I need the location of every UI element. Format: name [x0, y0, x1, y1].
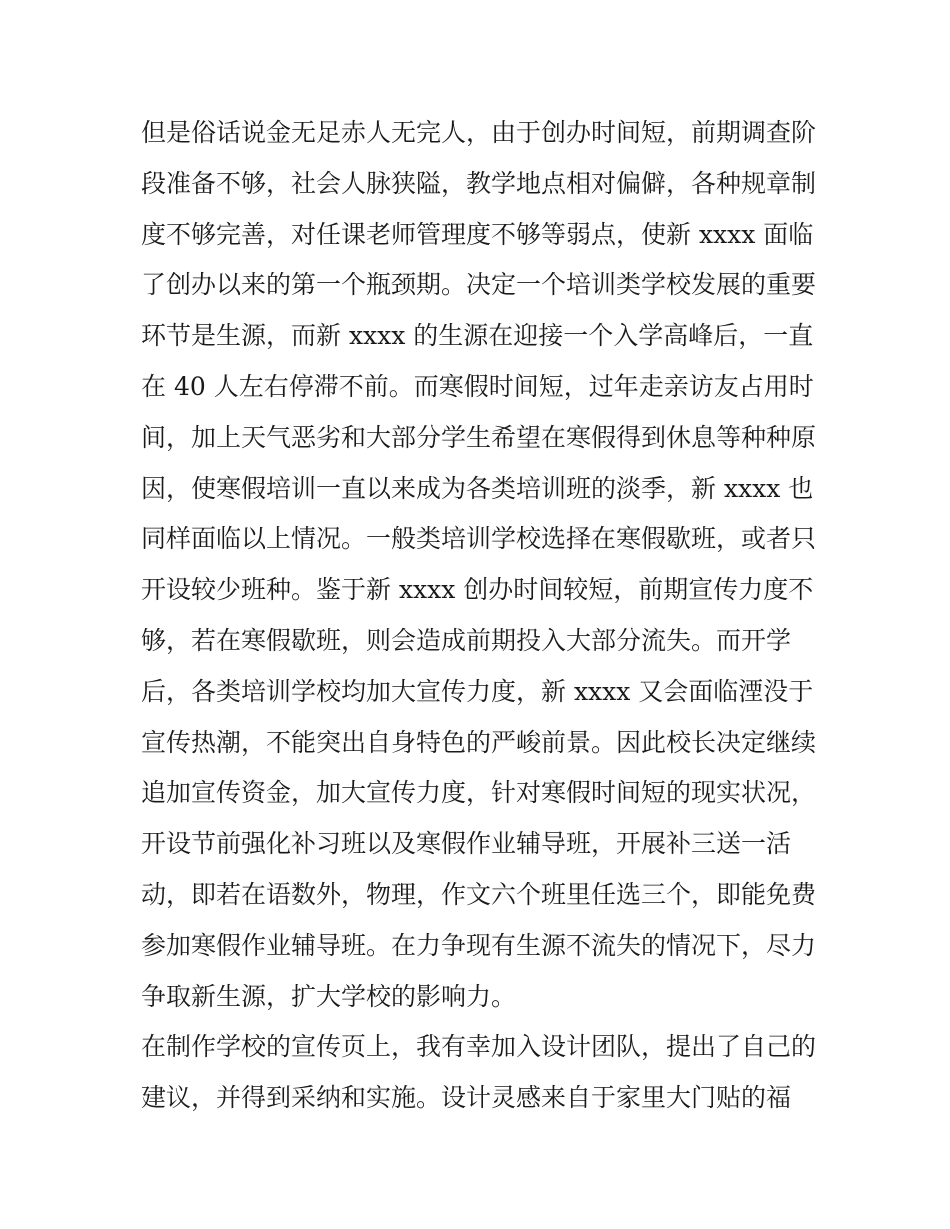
text-line-12: 后，各类培训学校均加大宣传力度，新 xxxx 又会面临湮没于	[141, 676, 814, 706]
text-line-18: 争取新生源，扩大学校的影响力。	[141, 981, 517, 1011]
text-line-5: 环节是生源，而新 xxxx 的生源在迎接一个入学高峰后，一直	[141, 321, 814, 351]
text-line-10: 开设较少班种。鉴于新 xxxx 创办时间较短，前期宣传力度不	[141, 575, 814, 605]
body-text	[141, 108, 821, 1124]
text-line-6: 在 40 人左右停滞不前。而寒假时间短，过年走亲访友占用时	[141, 371, 814, 401]
text-line-17: 参加寒假作业辅导班。在力争现有生源不流失的情况下，尽力	[141, 930, 817, 960]
text-line-11: 够，若在寒假歇班，则会造成前期投入大部分流失。而开学	[141, 625, 792, 655]
text-line-13: 宣传热潮，不能突出自身特色的严峻前景。因此校长决定继续	[141, 727, 817, 757]
text-line-15: 开设节前强化补习班以及寒假作业辅导班，开展补三送一活	[141, 829, 792, 859]
text-line-8: 因，使寒假培训一直以来成为各类培训班的淡季，新 xxxx 也	[141, 473, 814, 503]
text-line-7: 间，加上天气恶劣和大部分学生希望在寒假得到休息等种种原	[141, 422, 817, 452]
text-line-1: 但是俗话说金无足赤人无完人，由于创办时间短，前期调查阶	[141, 118, 817, 147]
text-line-19: 在制作学校的宣传页上，我有幸加入设计团队，提出了自己的	[141, 1032, 817, 1062]
text-line-16: 动，即若在语数外，物理，作文六个班里任选三个，即能免费	[141, 879, 817, 909]
text-line-14: 追加宣传资金，加大宣传力度，针对寒假时间短的现实状况，	[141, 778, 817, 808]
text-line-3: 度不够完善，对任课老师管理度不够等弱点，使新 xxxx 面临	[141, 219, 814, 249]
text-line-2: 段准备不够，社会人脉狭隘，教学地点相对偏僻，各种规章制	[141, 168, 817, 198]
text-line-4: 了创办以来的第一个瓶颈期。决定一个培训类学校发展的重要	[141, 270, 817, 300]
text-line-20: 建议，并得到采纳和实施。设计灵感来自于家里大门贴的福	[141, 1083, 792, 1113]
text-line-9: 同样面临以上情况。一般类培训学校选择在寒假歇班，或者只	[141, 524, 817, 554]
